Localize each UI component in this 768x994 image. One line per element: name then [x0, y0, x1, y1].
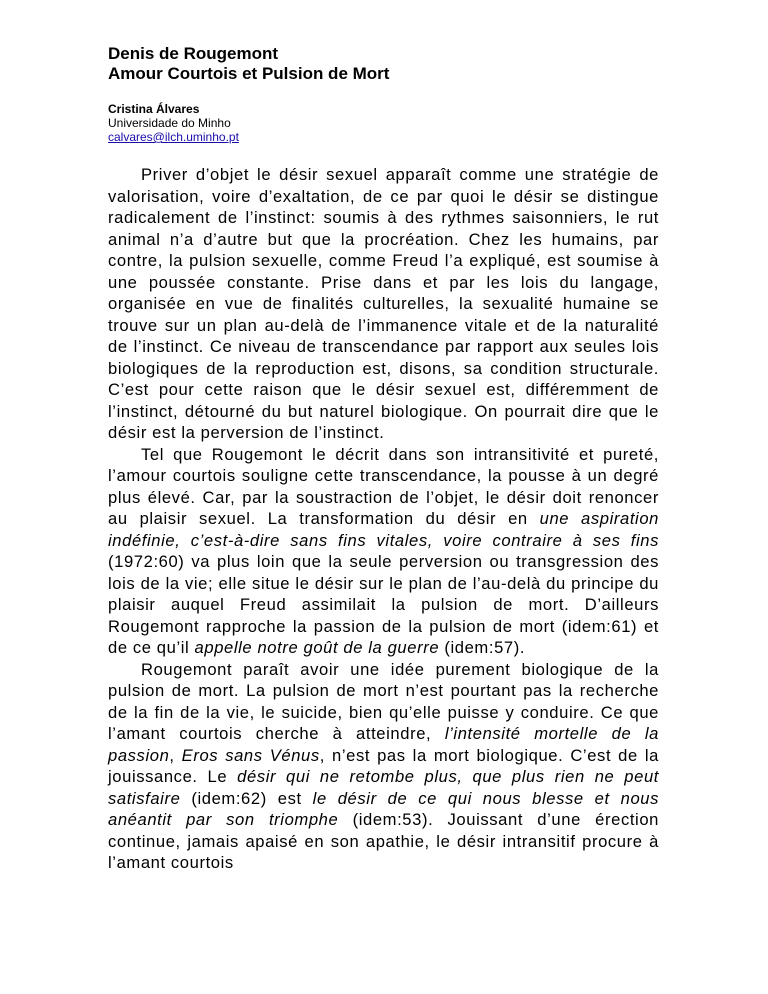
- author-block: [108, 102, 239, 144]
- paragraph-2-text-a: Tel que Rougemont le décrit dans son intransitivité et pureté, l’amour courtois souligne cette transcendance, la pousse à un degré plus élevé. Car, par la soustraction de l’objet, le désir doit renoncer au plaisir sexuel. La transformation du désir en: [108, 444, 659, 528]
- quote-gout-de-la-guerre: appelle notre goût de la guerre: [194, 638, 440, 657]
- paragraph-2-text-c: (idem:57).: [439, 638, 526, 657]
- author-name: Cristina Álvares: [108, 102, 200, 116]
- title-line-1: Denis de Rougemont: [108, 44, 279, 63]
- quote-aspiration-indefinie: une aspiration indéfinie, c’est-à-dire sans fins vitales, voire contraire à ses fins: [108, 509, 659, 550]
- paragraph-2-text-b: (1972:60) va plus loin que la seule perversion ou transgression des lois de la vie; elle situe le désir sur le plan de l’au-delà du principe du plaisir auquel Freud assimilait la pulsion de mort. D’ailleurs Rougemont rapproche la passion de la pulsion de mort (idem:61) et de ce qu’il: [108, 552, 659, 657]
- quote-intensite-mortelle: l’intensité mortelle de la passion: [108, 724, 660, 765]
- paragraph-1: Priver d’objet le désir sexuel apparaît comme une stratégie de valorisation, voire d’exaltation, de ce par quoi le désir se distingue radicalement de l’instinct: soumis à des rythmes saisonniers, le rut animal n’a d’autre but que la procréation. Chez les humains, par contre, la pulsion sexuelle, comme Freud l’a expliqué, est soumise à une poussée constante. Prise dans et par les lois du langage, organisée en vue de finalités culturelles, la sexualité humaine se trouve sur un plan au-delà de l’immanence vitale et de la naturalité de l’instinct. Ce niveau de transcendance par rapport aux seules lois biologiques de la reproduction est, disons, sa condition structurale. C’est pour cette raison que le désir sexuel est, différemment de l’instinct, détourné du but naturel biologique. On pourrait dire que le désir est la perversion de l’instinct.: [108, 165, 659, 442]
- quote-eros-sans-venus: Eros sans Vénus: [181, 745, 320, 765]
- paragraph-3-text-e: (idem:53). Jouissant d’une érection continue, jamais apaisé en son apathie, le désir intransitif procure à l’amant courtois: [108, 810, 659, 872]
- quote-desir-qui-ne-retombe: désir qui ne retombe plus, que plus rien ne peut satisfaire: [108, 767, 659, 808]
- document-title: [108, 44, 389, 84]
- paragraph-3: [108, 659, 659, 874]
- author-email-link[interactable]: calvares@ilch.uminho.pt: [108, 130, 239, 144]
- paragraph-2: [108, 444, 659, 659]
- paragraph-3-text-c: , n’est pas la mort biologique. C’est de la jouissance. Le: [108, 745, 659, 786]
- quote-desir-qui-nous-blesse: le désir de ce qui nous blesse et nous anéantit par son triomphe: [108, 788, 659, 829]
- paragraph-3-text-d: (idem:62) est: [180, 788, 313, 808]
- article-body: [108, 164, 659, 874]
- paragraph-3-text-b: ,: [169, 745, 182, 765]
- author-affiliation: Universidade do Minho: [108, 116, 231, 130]
- title-line-2: Amour Courtois et Pulsion de Mort: [108, 64, 390, 83]
- paragraph-3-text-a: Rougemont paraît avoir une idée purement biologique de la pulsion de mort. La pulsion de mort n’est pourtant pas la recherche de la fin de la vie, le suicide, bien qu’elle puisse y conduire. Ce que l’amant courtois cherche à atteindre,: [108, 659, 659, 743]
